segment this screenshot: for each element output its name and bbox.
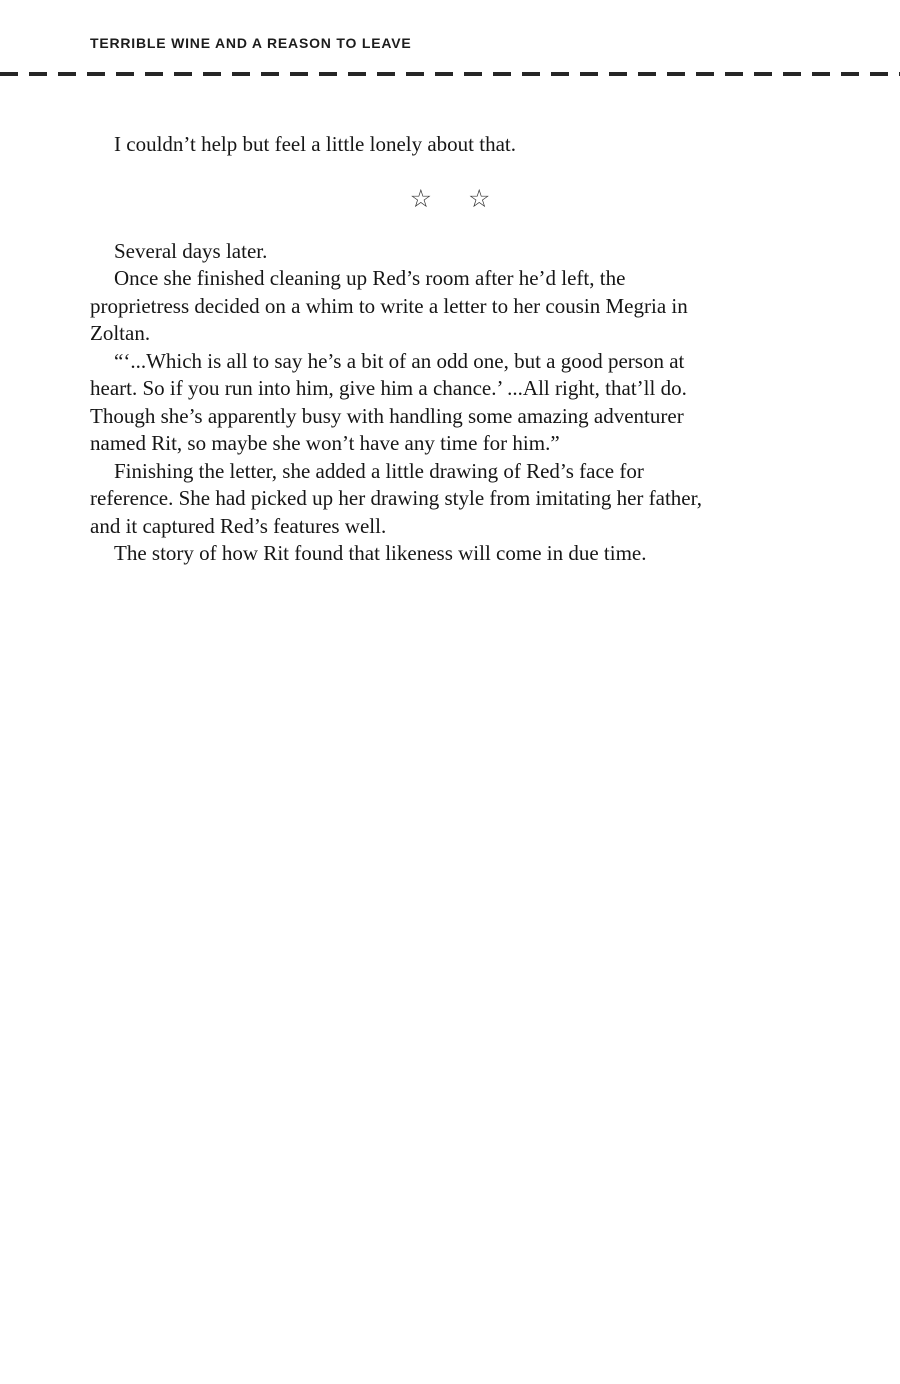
paragraph xyxy=(90,265,810,348)
chapter-title: TERRIBLE WINE AND A REASON TO LEAVE xyxy=(90,35,412,51)
running-header xyxy=(90,34,810,52)
paragraph-line: Several days later. xyxy=(114,238,268,263)
paragraph xyxy=(90,458,810,541)
star-icon: ☆ xyxy=(468,183,491,213)
book-page xyxy=(0,34,900,1384)
paragraph-line: Finishing the letter, she added a little drawing of Red’s face for xyxy=(114,458,644,483)
paragraph-line: reference. She had picked up her drawing style from imitating her father, xyxy=(90,486,703,510)
scene-break xyxy=(90,159,810,238)
star-icon: ☆ xyxy=(409,183,432,213)
paragraph-line: The story of how Rit found that likeness will come in due time. xyxy=(114,541,647,565)
paragraph xyxy=(90,238,810,266)
paragraph xyxy=(90,131,810,159)
paragraph-line: I couldn’t help but feel a little lonely about that. xyxy=(114,132,517,156)
paragraph xyxy=(90,348,810,458)
paragraph-line: proprietress decided on a whim to write a letter to her cousin Megria in xyxy=(90,293,688,318)
paragraph-line: and it captured Red’s features well. xyxy=(90,513,387,538)
paragraph-line: heart. So if you run into him, give him a chance.’ ...All right, that’ll do. xyxy=(90,376,687,400)
paragraph xyxy=(90,540,810,568)
paragraph-line: Once she finished cleaning up Red’s room after he’d left, the xyxy=(114,266,626,290)
paragraph-line: named Rit, so maybe she won’t have any time for him.” xyxy=(90,431,560,455)
page-body xyxy=(90,131,810,568)
paragraph-line: Though she’s apparently busy with handling some amazing adventurer xyxy=(90,403,684,428)
paragraph-line: Zoltan. xyxy=(90,321,151,345)
paragraph-line: “‘...Which is all to say he’s a bit of an odd one, but a good person at xyxy=(114,348,685,373)
dashed-divider xyxy=(0,72,900,76)
